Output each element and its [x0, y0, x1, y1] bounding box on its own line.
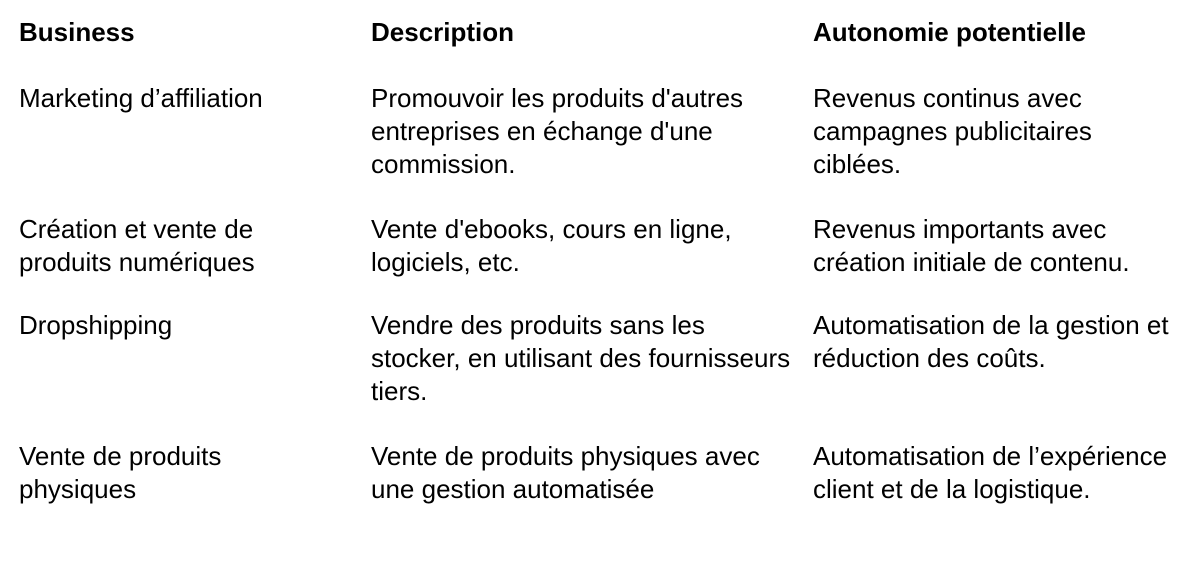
- table-row: [19, 213, 1192, 309]
- description-cell: [371, 213, 813, 309]
- header-autonomy: Autonomie potentielle: [813, 17, 1086, 47]
- header-description: Description: [371, 17, 515, 47]
- autonomy-cell: [813, 440, 1192, 506]
- header-row: [19, 16, 1192, 82]
- business-name: Dropshipping: [19, 310, 173, 340]
- business-name: Création et vente de produits numériques: [19, 214, 255, 277]
- autonomy-cell: [813, 213, 1192, 309]
- business-name: Marketing d’affiliation: [19, 83, 263, 113]
- business-description: Vente de produits physiques avec une gestion automatisée: [371, 441, 760, 504]
- description-cell: [371, 440, 813, 506]
- business-description: Promouvoir les produits d'autres entreprises en échange d'une commission.: [371, 83, 744, 179]
- business-autonomy: Revenus continus avec campagnes publicitaires ciblées.: [813, 83, 1092, 179]
- business-autonomy: Automatisation de l’expérience client et de la logistique.: [813, 441, 1168, 504]
- autonomy-cell: [813, 309, 1192, 440]
- business-cell: [19, 309, 371, 440]
- business-cell: [19, 82, 371, 213]
- business-description: Vente d'ebooks, cours en ligne, logiciels, etc.: [371, 214, 732, 277]
- business-table: [19, 16, 1192, 506]
- table-body: [19, 82, 1192, 506]
- table-header: [19, 16, 1192, 82]
- business-autonomy: Automatisation de la gestion et réduction des coûts.: [813, 310, 1169, 373]
- description-cell: [371, 82, 813, 213]
- business-name: Vente de produits physiques: [19, 441, 222, 504]
- business-description: Vendre des produits sans les stocker, en utilisant des fournisseurs tiers.: [371, 310, 791, 406]
- business-autonomy: Revenus importants avec création initiale de contenu.: [813, 214, 1130, 277]
- header-business: Business: [19, 17, 135, 47]
- table-row: [19, 309, 1192, 440]
- description-cell: [371, 309, 813, 440]
- table-row: [19, 82, 1192, 213]
- autonomy-cell: [813, 82, 1192, 213]
- business-cell: [19, 213, 371, 309]
- business-cell: [19, 440, 371, 506]
- table-row: [19, 440, 1192, 506]
